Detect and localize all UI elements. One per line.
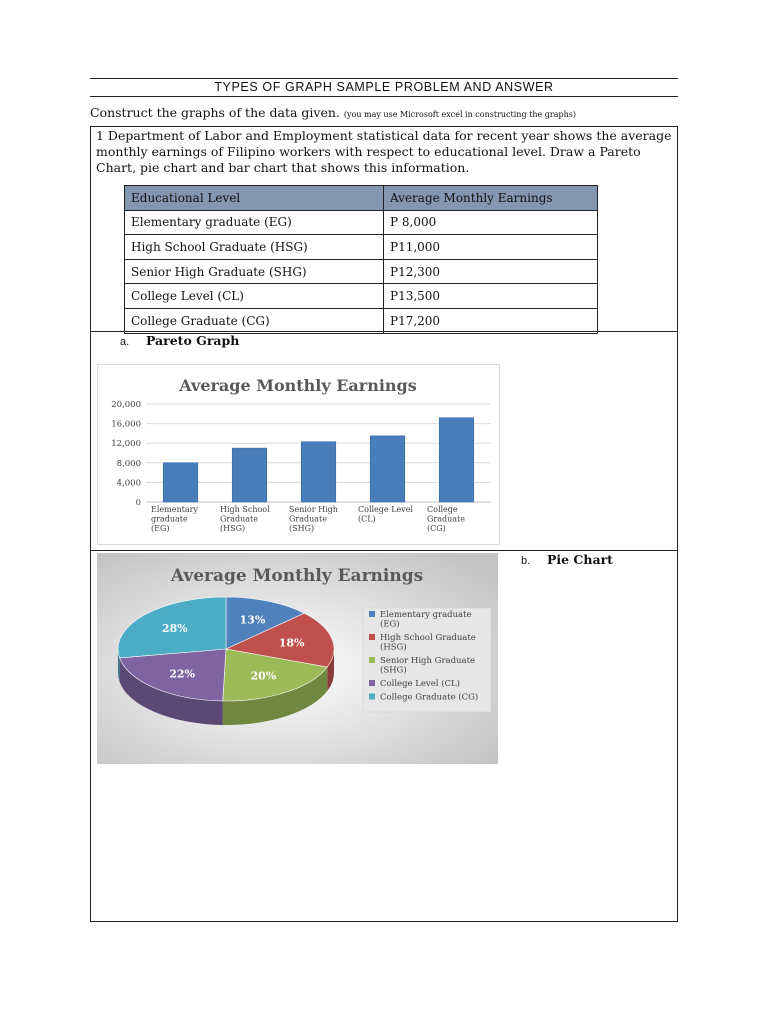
bar (163, 463, 198, 502)
section-divider-b (90, 550, 678, 551)
document-title: TYPES OF GRAPH SAMPLE PROBLEM AND ANSWER (214, 80, 554, 94)
table-header-cell: Educational Level (125, 186, 384, 211)
title-rule-top (90, 78, 678, 79)
section-a-label (120, 333, 239, 348)
bar (301, 442, 336, 502)
legend-label: Elementary graduate (380, 610, 472, 620)
bar-chart (98, 365, 499, 544)
earnings-table (124, 185, 598, 334)
pie-percent-label: 18% (278, 636, 305, 650)
y-tick-label: 8,000 (116, 458, 141, 469)
pie-chart-frame (97, 553, 498, 764)
chart-title: Average Monthly Earnings (179, 376, 417, 395)
table-cell: Senior High Graduate (SHG) (125, 259, 384, 284)
legend-swatch (369, 611, 375, 617)
table-cell: P12,300 (384, 259, 598, 284)
x-tick-label: (HSG) (220, 524, 246, 533)
title-rule-bottom (90, 96, 678, 97)
x-tick-label: Graduate (289, 514, 327, 524)
legend-swatch (369, 634, 375, 640)
pie-percent-label: 22% (169, 667, 196, 681)
table-header-row (125, 186, 598, 211)
x-tick-label: (EG) (151, 524, 170, 533)
bar (370, 436, 405, 502)
legend-label: College Level (CL) (380, 679, 460, 689)
intro-line (90, 105, 690, 120)
x-tick-label: (CL) (358, 514, 376, 524)
legend-label: (HSG) (380, 642, 407, 653)
x-tick-label: College Level (358, 505, 414, 514)
problem-statement: 1 Department of Labor and Employment statistical data for recent year shows the average monthly earnings of Filipino workers with respect to educational level. Draw a Pareto Chart, pie chart and bar chart that shows this information. (96, 128, 672, 175)
table-cell: P17,200 (384, 308, 598, 333)
legend-label: Senior High Graduate (380, 656, 476, 666)
table-cell: Elementary graduate (EG) (125, 210, 384, 235)
section-b-title: Pie Chart (546, 552, 613, 567)
legend-label: (SHG) (380, 665, 407, 676)
legend-swatch (369, 694, 375, 700)
table-row (125, 235, 598, 260)
table-cell: College Graduate (CG) (125, 308, 384, 333)
table-cell: High School Graduate (HSG) (125, 235, 384, 260)
x-tick-label: Elementary (151, 505, 198, 514)
bar-chart-frame (97, 364, 500, 545)
x-tick-label: (CG) (427, 524, 446, 533)
x-tick-label: High School (220, 505, 270, 514)
legend-swatch (369, 680, 375, 686)
section-a-marker: a. (120, 336, 130, 348)
x-tick-label: Senior High (289, 505, 338, 514)
pie-chart (97, 553, 498, 764)
pie-percent-label: 28% (161, 622, 188, 636)
y-tick-label: 12,000 (111, 439, 141, 450)
table-cell: P13,500 (384, 284, 598, 309)
chart-title: Average Monthly Earnings (170, 566, 424, 586)
table-cell: P 8,000 (384, 210, 598, 235)
legend-label: High School Graduate (380, 633, 476, 643)
table-cell: P11,000 (384, 235, 598, 260)
pie-percent-label: 13% (239, 613, 266, 627)
table-row (125, 259, 598, 284)
x-tick-label: (SHG) (289, 524, 315, 533)
intro-text: Construct the graphs of the data given. (90, 105, 340, 120)
table-header-cell: Average Monthly Earnings (384, 186, 598, 211)
bar (439, 418, 474, 502)
y-tick-label: 16,000 (111, 419, 141, 430)
x-tick-label: College (427, 505, 458, 514)
y-tick-label: 4,000 (116, 478, 141, 489)
section-a-title: Pareto Graph (145, 333, 240, 348)
legend-label: (EG) (380, 619, 400, 630)
pie-percent-label: 20% (250, 669, 277, 683)
section-b-label (521, 552, 613, 567)
x-tick-label: graduate (151, 514, 188, 524)
x-tick-label: Graduate (220, 514, 258, 524)
table-row (125, 284, 598, 309)
section-b-marker: b. (521, 555, 531, 567)
table-row (125, 210, 598, 235)
legend-label: College Graduate (CG) (380, 692, 479, 703)
intro-note: (you may use Microsoft excel in constructing the graphs) (343, 110, 576, 119)
table-cell: College Level (CL) (125, 284, 384, 309)
y-tick-label: 20,000 (111, 400, 141, 410)
x-tick-label: Graduate (427, 514, 465, 524)
legend-swatch (369, 657, 375, 663)
bar (232, 448, 267, 502)
y-tick-label: 0 (135, 498, 141, 508)
table-row (125, 308, 598, 333)
